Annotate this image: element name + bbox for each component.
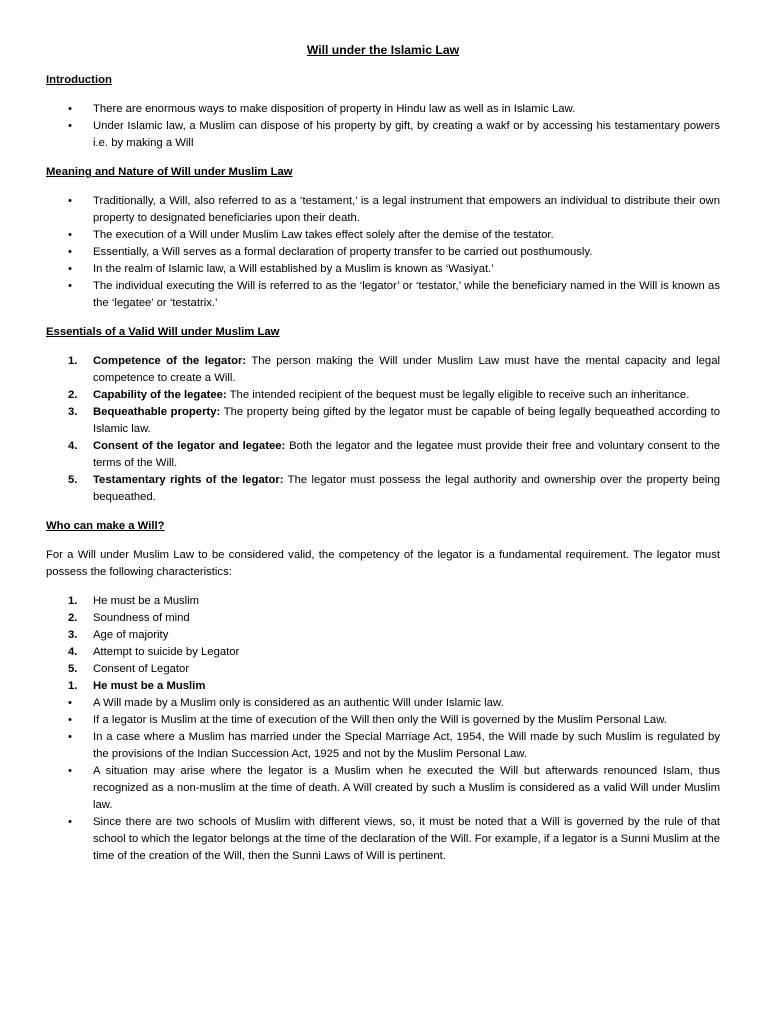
item-text: He must be a Muslim — [93, 595, 200, 607]
item-number: 3. — [68, 406, 78, 418]
list-item — [46, 353, 720, 387]
list-item: • Under Islamic law, a Muslim can dispose of his property by gift, by creating a wakf or by accessing his testamentary powers i.e. by making a Will — [46, 118, 720, 152]
essentials-numbered-list — [46, 353, 720, 506]
list-item: • A situation may arise where the legator is a Muslim when he executed the Will but afterwards renounced Islam, thus recognized as a non-muslim at the time of death. A Will created by such a Muslim is considered as a valid Will under Muslim law. — [46, 763, 720, 814]
sub-heading — [46, 678, 720, 695]
section-heading-who: Who can make a Will? — [46, 520, 165, 532]
item-term: Capability of the legatee: — [93, 389, 227, 401]
item-text: The legator must possess the legal authority and ownership over the property being bequeathed. — [93, 474, 721, 503]
item-number: 5. — [68, 474, 78, 486]
section-heading-introduction: Introduction — [46, 74, 112, 86]
list-item: • The individual executing the Will is referred to as the ‘legator’ or ‘testator,’ while the beneficiary named in the Will is known as the ‘legatee’ or ‘testatrix.’ — [46, 278, 720, 312]
item-text: Attempt to suicide by Legator — [93, 646, 240, 658]
list-item: • Traditionally, a Will, also referred to as a ‘testament,’ is a legal instrument that empowers an individual to distribute their own property to designated beneficiaries upon their death. — [46, 193, 720, 227]
list-item — [46, 472, 720, 506]
list-item — [46, 387, 720, 404]
section-heading-essentials: Essentials of a Valid Will under Muslim Law — [46, 326, 280, 338]
item-term: Consent of the legator and legatee: — [93, 440, 286, 452]
who-paragraph: For a Will under Muslim Law to be considered valid, the competency of the legator is a fundamental requirement. The legator must possess the following characteristics: — [46, 549, 720, 578]
list-item: • Since there are two schools of Muslim with different views, so, it must be noted that a Will is governed by the rule of that school to which the legator belongs at the time of the declaration of the Will. For example, if a legator is a Sunni Muslim at the time of the creation of the Will, then the Sunni Laws of Will is pertinent. — [46, 814, 720, 865]
item-number: 3. — [68, 629, 78, 641]
list-item: • Essentially, a Will serves as a formal declaration of property transfer to be carried out posthumously. — [46, 244, 720, 261]
list-item: • If a legator is Muslim at the time of execution of the Will then only the Will is governed by the Muslim Personal Law. — [46, 712, 720, 729]
list-item: • A Will made by a Muslim only is considered as an authentic Will under Islamic law. — [46, 695, 720, 712]
item-number: 4. — [68, 646, 78, 658]
sub-heading-text: He must be a Muslim — [93, 680, 206, 692]
item-term: Bequeathable property: — [93, 406, 221, 418]
item-text: Both the legator and the legatee must provide their free and voluntary consent to the terms of the Will. — [93, 440, 720, 469]
list-item — [46, 644, 720, 661]
list-item — [46, 438, 720, 472]
list-item — [46, 593, 720, 610]
intro-bullet-list — [46, 101, 720, 152]
list-item: • In a case where a Muslim has married under the Special Marriage Act, 1954, the Will made by such Muslim is regulated by the provisions of the Indian Succession Act, 1925 and not by the Muslim Personal Law. — [46, 729, 720, 763]
list-item — [46, 610, 720, 627]
section-heading-meaning: Meaning and Nature of Will under Muslim Law — [46, 166, 293, 178]
item-number: 4. — [68, 440, 78, 452]
item-text: Soundness of mind — [93, 612, 190, 624]
list-item — [46, 404, 720, 438]
item-number: 2. — [68, 389, 78, 401]
meaning-bullet-list — [46, 193, 720, 312]
item-text: The property being gifted by the legator must be capable of being legally bequeathed according to Islamic law. — [93, 406, 720, 435]
item-number: 1. — [68, 355, 78, 367]
item-term: Testamentary rights of the legator: — [93, 474, 284, 486]
page-title: Will under the Islamic Law — [306, 43, 460, 57]
item-number: 1. — [68, 680, 78, 692]
characteristics-numbered-list — [46, 593, 720, 695]
muslim-bullet-list — [46, 695, 720, 865]
list-item: • There are enormous ways to make disposition of property in Hindu law as well as in Islamic Law. — [46, 101, 720, 118]
item-number: 5. — [68, 663, 78, 675]
item-text: Consent of Legator — [93, 663, 190, 675]
item-number: 1. — [68, 595, 78, 607]
item-term: Competence of the legator: — [93, 355, 247, 367]
list-item — [46, 627, 720, 644]
list-item — [46, 661, 720, 678]
item-text: The person making the Will under Muslim Law must have the mental capacity and legal competence to create a Will. — [93, 355, 720, 384]
list-item: • The execution of a Will under Muslim Law takes effect solely after the demise of the testator. — [46, 227, 720, 244]
item-text: Age of majority — [93, 629, 169, 641]
item-number: 2. — [68, 612, 78, 624]
list-item: • In the realm of Islamic law, a Will established by a Muslim is known as ‘Wasiyat.’ — [46, 261, 720, 278]
item-text: The intended recipient of the bequest must be legally eligible to receive such an inheritance. — [226, 389, 690, 401]
